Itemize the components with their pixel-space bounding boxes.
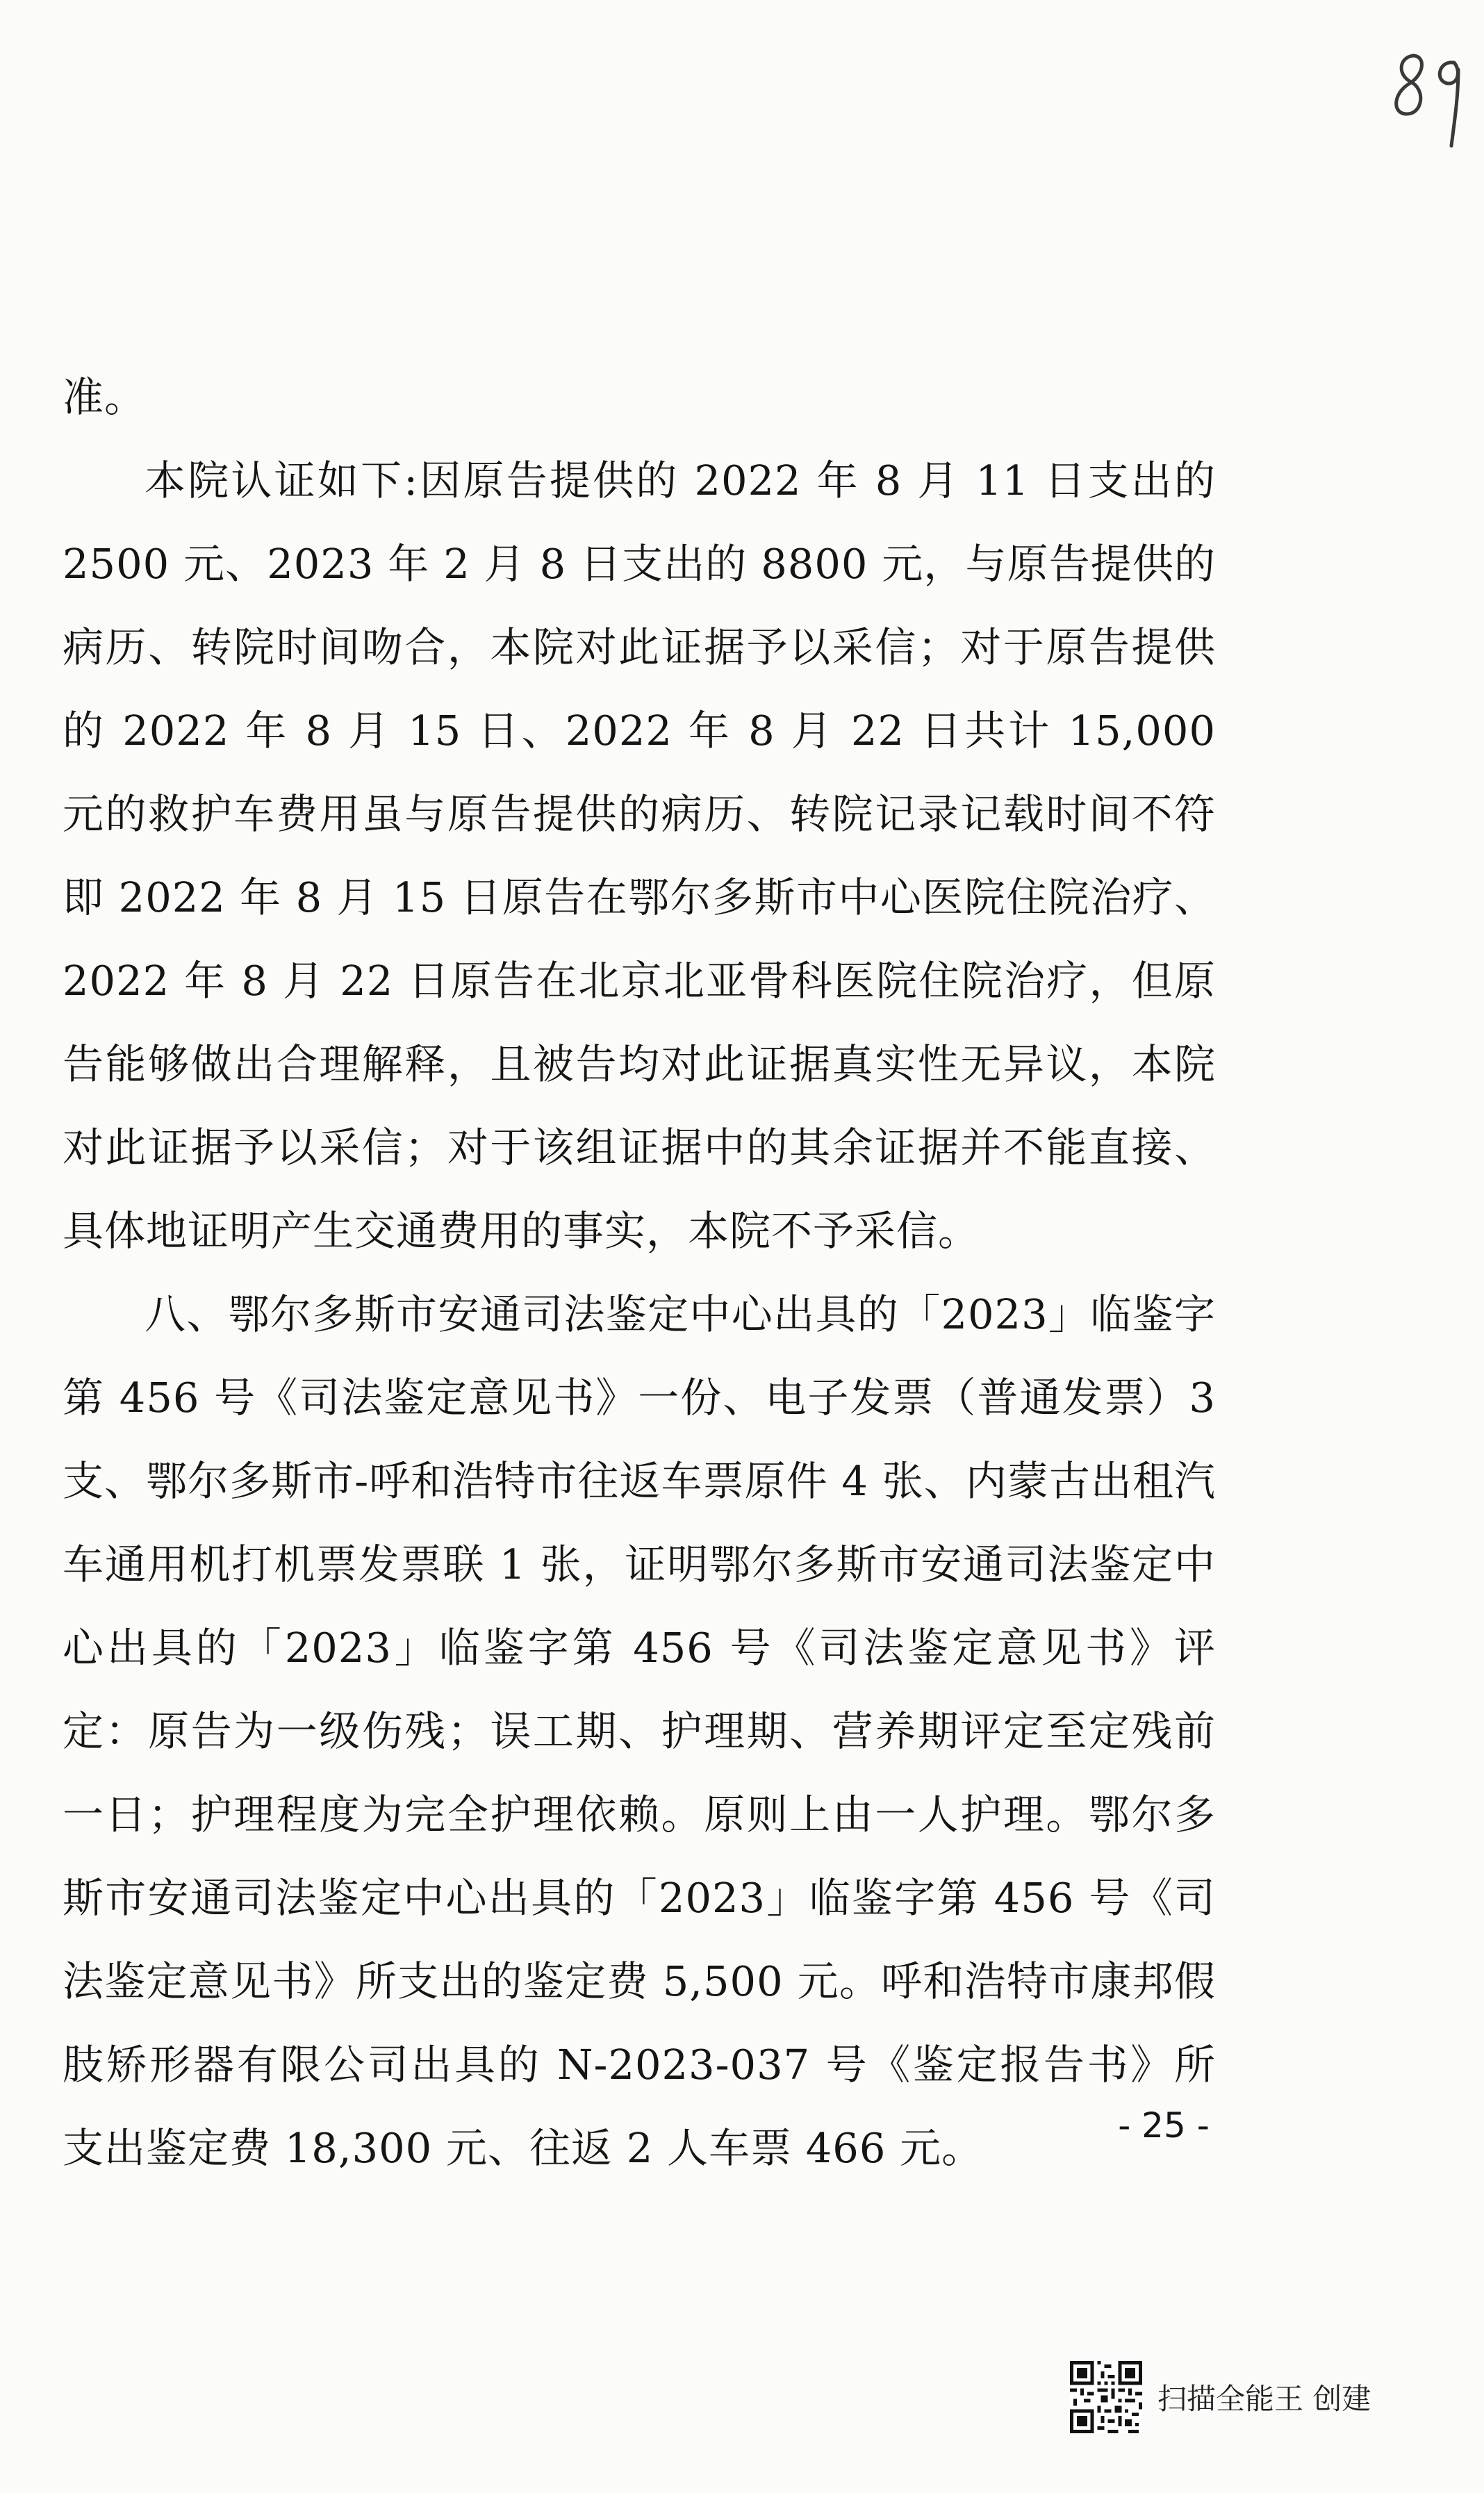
paragraph-court-finding: 本院认证如下:因原告提供的 2022 年 8 月 11 日支出的 2500 元、2023 年 2 月 8 日支出的 8800 元，与原告提供的病历、转院时间吻合，本院对此证据予以采信；对于原告提供的 2022 年 8 月 15 日、2022 年 8 月 22 日共计 15,000 元的救护车费用虽与原告提供的病历、转院记录记载时间不符即 2022 年 8 月 15 日原告在鄂尔多斯市中心医院住院治疗、2022 年 8 月 22 日原告在北京北亚骨科医院住院治疗，但原告能够做出合理解释，且被告均对此证据真实性无异议，本院对此证据予以采信；对于该组证据中的其余证据并不能直接、具体地证明产生交通费用的事实，本院不予采信。 <box>63 456 1216 1255</box>
paragraph-continuation: 准。 <box>63 373 147 421</box>
handwritten-page-mark <box>1386 42 1469 153</box>
watermark-label: 扫描全能王 创建 <box>1157 2382 1371 2416</box>
scanner-watermark <box>1070 2359 1371 2435</box>
page-number: - 25 - <box>1118 2105 1210 2146</box>
paragraph-evidence-eight: 八、鄂尔多斯市安通司法鉴定中心出具的「2023」临鉴字第 456 号《司法鉴定意见书》一份、电子发票（普通发票）3 支、鄂尔多斯市-呼和浩特市往返车票原件 4 张、内蒙古出租汽车通用机打机票发票联 1 张，证明鄂尔多斯市安通司法鉴定中心出具的「2023」临鉴字第 456 号《司法鉴定意见书》评定：原告为一级伤残；误工期、护理期、营养期评定至定残前一日；护理程度为完全护理依赖。原则上由一人护理。鄂尔多斯市安通司法鉴定中心出具的「2023」临鉴字第 456 号《司法鉴定意见书》所支出的鉴定费 5,500 元。呼和浩特市康邦假肢矫形器有限公司出具的 N-2023-037 号《鉴定报告书》所支出鉴定费 18,300 元、往返 2 人车票 466 元。 <box>63 1290 1216 2172</box>
qr-code-icon <box>1070 2361 1142 2433</box>
document-body <box>63 356 1216 2190</box>
